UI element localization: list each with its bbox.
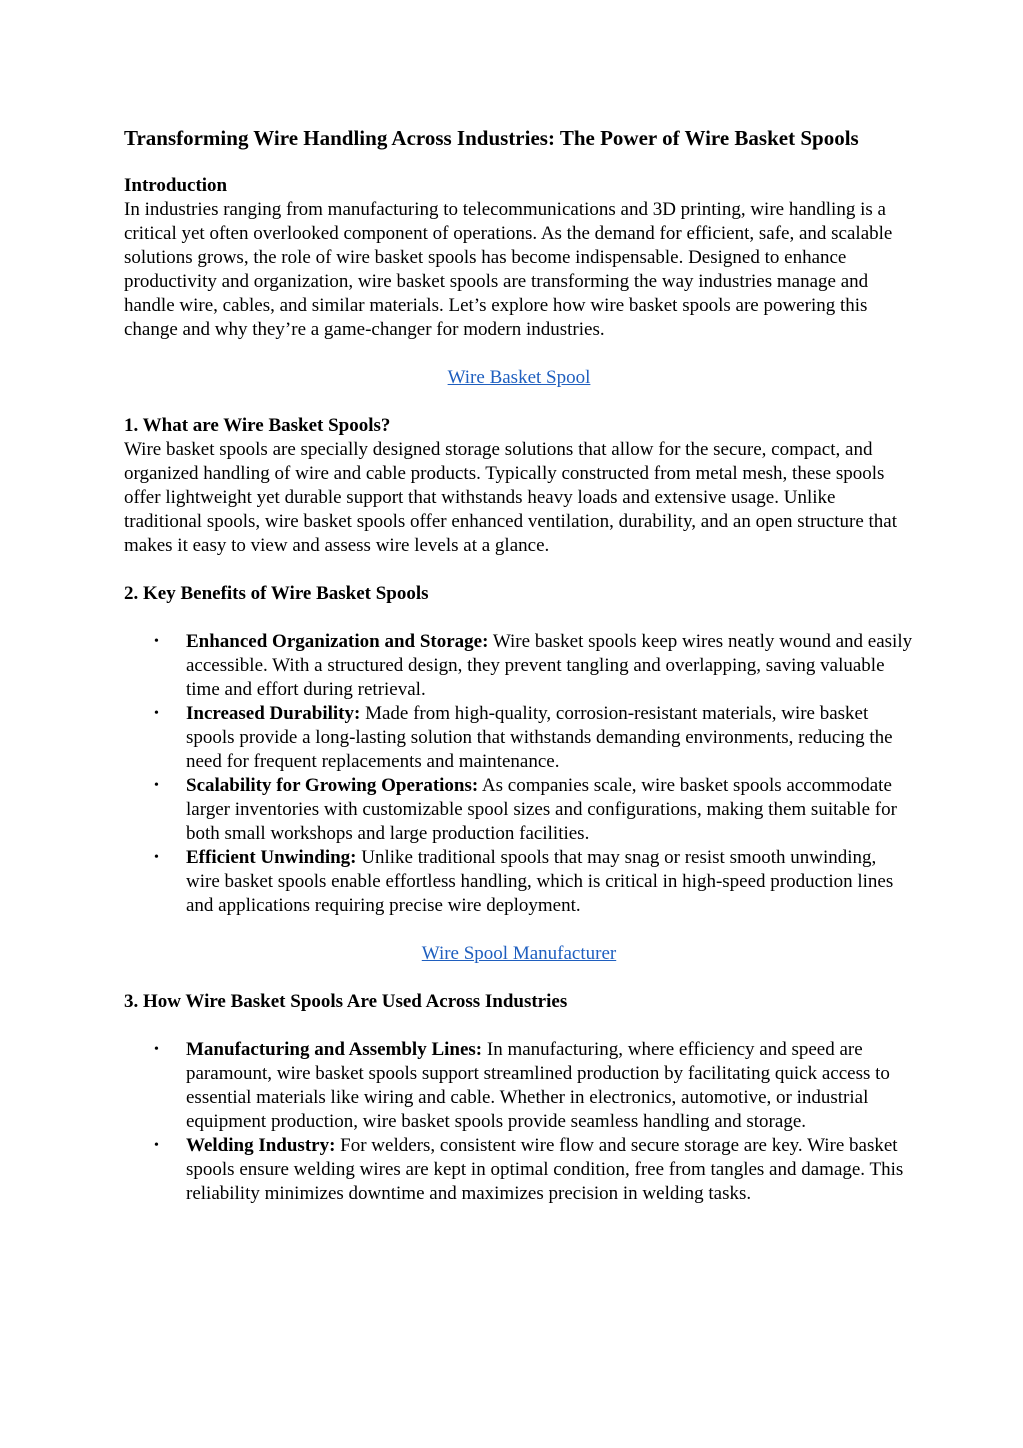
bullet-icon: • <box>154 1042 159 1057</box>
list-item <box>124 846 914 918</box>
list-item-text: Unlike traditional spools that may snag or resist smooth unwinding, wire basket spools enable effortless handling, which is critical in high-speed production lines and applications requiring precise wire deployment. <box>186 847 894 916</box>
list-item <box>124 1038 914 1134</box>
link-row-2 <box>124 942 914 966</box>
list-item-term: Scalability for Growing Operations: <box>186 775 479 796</box>
bullet-icon: • <box>154 634 159 649</box>
list-item-term: Welding Industry: <box>186 1135 336 1156</box>
list-item-text: As companies scale, wire basket spools accommodate larger inventories with customizable spool sizes and configurations, making them suitable for both small workshops and large production facilities. <box>186 775 897 844</box>
list-item <box>124 630 914 702</box>
section1-heading: 1. What are Wire Basket Spools? <box>124 415 391 436</box>
wire-spool-manufacturer-link[interactable]: Wire Spool Manufacturer <box>421 943 617 964</box>
list-item-text: Wire basket spools keep wires neatly wound and easily accessible. With a structured design, they prevent tangling and overlapping, saving valuable time and effort during retrieval. <box>186 631 913 700</box>
industries-list <box>124 1038 914 1206</box>
document-content <box>124 124 914 1206</box>
wire-basket-spool-link[interactable]: Wire Basket Spool <box>447 367 591 388</box>
list-item <box>124 702 914 774</box>
list-item-term: Efficient Unwinding: <box>186 847 357 868</box>
list-item <box>124 1134 914 1206</box>
benefits-list <box>124 630 914 918</box>
bullet-icon: • <box>154 1138 159 1153</box>
list-item-text: For welders, consistent wire flow and secure storage are key. Wire basket spools ensure welding wires are kept in optimal condition, free from tangles and damage. This reliability minimizes downtime and maximizes precision in welding tasks. <box>186 1135 904 1204</box>
page-title: Transforming Wire Handling Across Industries: The Power of Wire Basket Spools <box>124 126 859 150</box>
intro-paragraph: In industries ranging from manufacturing to telecommunications and 3D printing, wire handling is a critical yet often overlooked component of operations. As the demand for efficient, safe, and scalable solutions grows, the role of wire basket spools has become indispensable. Designed to enhance productivity and organization, wire basket spools are transforming the way industries manage and handle wire, cables, and similar materials. Let’s explore how wire basket spools are powering this change and why they’re a game-changer for modern industries. <box>124 199 893 340</box>
list-item-term: Enhanced Organization and Storage: <box>186 631 489 652</box>
bullet-icon: • <box>154 850 159 865</box>
link-row-1 <box>124 366 914 390</box>
bullet-icon: • <box>154 778 159 793</box>
list-item-term: Manufacturing and Assembly Lines: <box>186 1039 483 1060</box>
section3-heading: 3. How Wire Basket Spools Are Used Across Industries <box>124 991 568 1012</box>
section1-paragraph: Wire basket spools are specially designed storage solutions that allow for the secure, compact, and organized handling of wire and cable products. Typically constructed from metal mesh, these spools offer lightweight yet durable support that withstands heavy loads and extensive usage. Unlike traditional spools, wire basket spools offer enhanced ventilation, durability, and an open structure that makes it easy to view and assess wire levels at a glance. <box>124 439 897 556</box>
intro-heading: Introduction <box>124 175 228 196</box>
list-item-term: Increased Durability: <box>186 703 361 724</box>
bullet-icon: • <box>154 706 159 721</box>
list-item-text: In manufacturing, where efficiency and speed are paramount, wire basket spools support streamlined production by facilitating quick access to essential materials like wiring and cable. Whether in electronics, automotive, or industrial equipment production, wire basket spools provide seamless handling and storage. <box>186 1039 890 1132</box>
list-item-text: Made from high-quality, corrosion-resistant materials, wire basket spools provide a long-lasting solution that withstands demanding environments, reducing the need for frequent replacements and maintenance. <box>186 703 893 772</box>
list-item <box>124 774 914 846</box>
section2-heading: 2. Key Benefits of Wire Basket Spools <box>124 583 429 604</box>
